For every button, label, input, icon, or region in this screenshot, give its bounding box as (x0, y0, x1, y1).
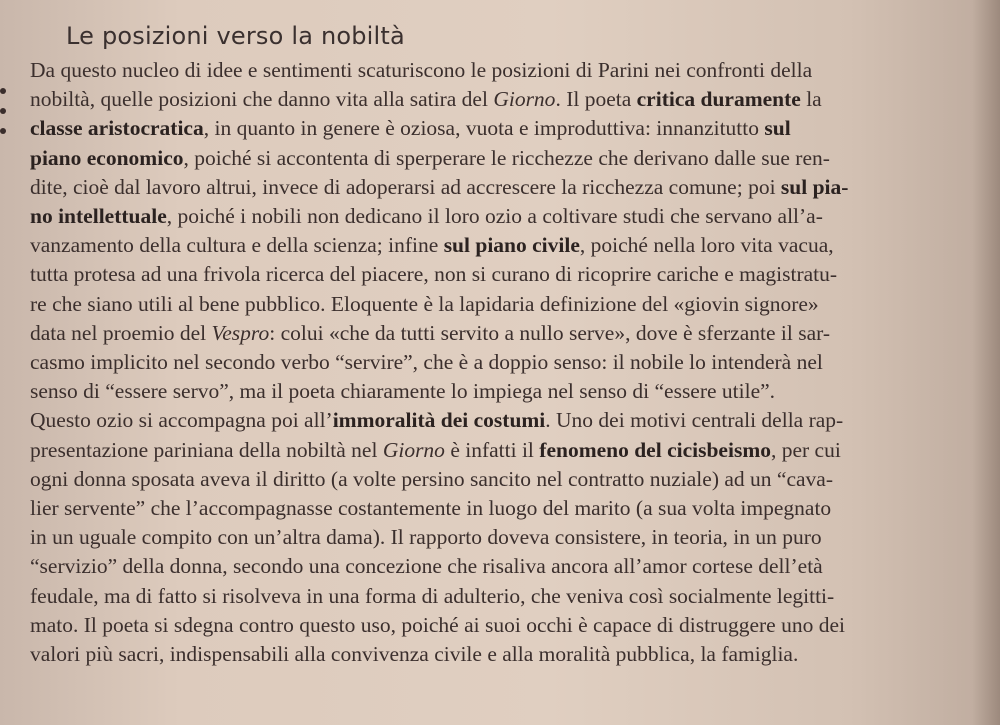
text-line (30, 290, 970, 319)
text-line (30, 144, 970, 173)
bold-text: sul (764, 116, 791, 141)
text-run: lier servente” che l’accompagnasse costantemente in luogo del marito (a sua volta impegnato (30, 496, 832, 521)
text-line (30, 523, 970, 552)
text-run: è infatti il (444, 437, 540, 462)
book-page (30, 22, 970, 669)
bold-text: critica duramente (636, 87, 801, 112)
text-run: dite, cioè dal lavoro altrui, invece di adoperarsi ad accrescere la ricchezza comune; poi (30, 174, 781, 199)
text-run: nobiltà, quelle posizioni che danno vita alla satira del (30, 87, 494, 112)
margin-mark (0, 128, 6, 134)
text-run: Questo ozio si accompagna poi all’ (30, 408, 333, 433)
text-line (30, 260, 970, 289)
text-line (30, 85, 970, 114)
bold-text: sul piano civile (443, 233, 580, 258)
text-run: , poiché si accontenta di sperperare le ricchezze che derivano dalle sue ren- (183, 145, 830, 170)
paragraph-2 (30, 406, 970, 669)
text-line (30, 494, 970, 523)
italic-text: Giorno (493, 87, 556, 112)
text-run: vanzamento della cultura e della scienza; infine (30, 233, 444, 258)
text-run: Da questo nucleo di idee e sentimenti scaturiscono le posizioni di Parini nei confronti della (30, 58, 813, 82)
paragraph-1 (30, 56, 970, 406)
text-run: presentazione pariniana della nobiltà nel (30, 437, 383, 462)
text-run: . Il poeta (555, 87, 637, 112)
text-run: data nel proemio del (30, 320, 212, 345)
margin-mark (0, 88, 6, 94)
text-line (30, 611, 970, 640)
text-run: casmo implicito nel secondo verbo “servire”, che è a doppio senso: il nobile lo intenderà nel (30, 350, 823, 375)
text-line (30, 406, 970, 435)
text-run: la (800, 87, 822, 112)
text-run: senso di “essere servo”, ma il poeta chiaramente lo impiega nel senso di “essere utile”. (30, 379, 776, 404)
text-line (30, 56, 970, 85)
text-line (30, 319, 970, 348)
text-run: valori più sacri, indispensabili alla convivenza civile e alla moralità pubblica, la famiglia. (30, 642, 799, 667)
text-run: , in quanto in genere è oziosa, vuota e improduttiva: innanzitutto (203, 116, 765, 141)
bold-text: piano economico (30, 145, 184, 170)
text-line (30, 465, 970, 494)
section-heading: Le posizioni verso la nobiltà (66, 22, 405, 50)
text-run: , per cui (770, 437, 841, 462)
bold-text: no intellettuale (30, 204, 167, 229)
text-line (30, 231, 970, 260)
text-line (30, 114, 970, 143)
text-run: , poiché i nobili non dedicano il loro ozio a coltivare studi che servano all’a- (166, 204, 823, 229)
text-run: . Uno dei motivi centrali della rap- (545, 408, 844, 433)
text-run: re che siano utili al bene pubblico. Eloquente è la lapidaria definizione del «giovin signore» (30, 291, 819, 316)
margin-mark (0, 108, 6, 114)
text-line (30, 436, 970, 465)
italic-text: Vespro (211, 320, 270, 345)
bold-text: immoralità dei costumi (332, 408, 546, 433)
text-line (30, 552, 970, 581)
text-run: ogni donna sposata aveva il diritto (a volte persino sancito nel contratto nuziale) ad un “cava- (30, 466, 833, 491)
bold-text: fenomeno del cicisbeismo (539, 437, 771, 462)
text-run: mato. Il poeta si sdegna contro questo uso, poiché ai suoi occhi è capace di distruggere uno dei (30, 612, 845, 637)
text-line (30, 377, 970, 406)
text-line (30, 640, 970, 669)
text-run: , poiché nella loro vita vacua, (579, 233, 834, 258)
text-run: feudale, ma di fatto si risolveva in una forma di adulterio, che veniva così socialmente legitti- (30, 583, 835, 608)
italic-text: Giorno (382, 437, 445, 462)
text-run: “servizio” della donna, secondo una concezione che risaliva ancora all’amor cortese dell’età (30, 554, 823, 579)
bold-text: classe aristocratica (30, 116, 204, 141)
bold-text: sul pia- (780, 174, 849, 199)
page-edge-shadow (972, 0, 1000, 725)
text-run: tutta protesa ad una frivola ricerca del piacere, non si curano di ricoprire cariche e magistratu- (30, 262, 838, 287)
text-run: : colui «che da tutti servito a nullo serve», dove è sferzante il sar- (269, 320, 830, 345)
margin-marks (0, 88, 10, 148)
text-line (30, 582, 970, 611)
text-run: in un uguale compito con un’altra dama). Il rapporto doveva consistere, in teoria, in un puro (30, 525, 822, 550)
text-line (30, 173, 970, 202)
text-line (30, 202, 970, 231)
text-line (30, 348, 970, 377)
